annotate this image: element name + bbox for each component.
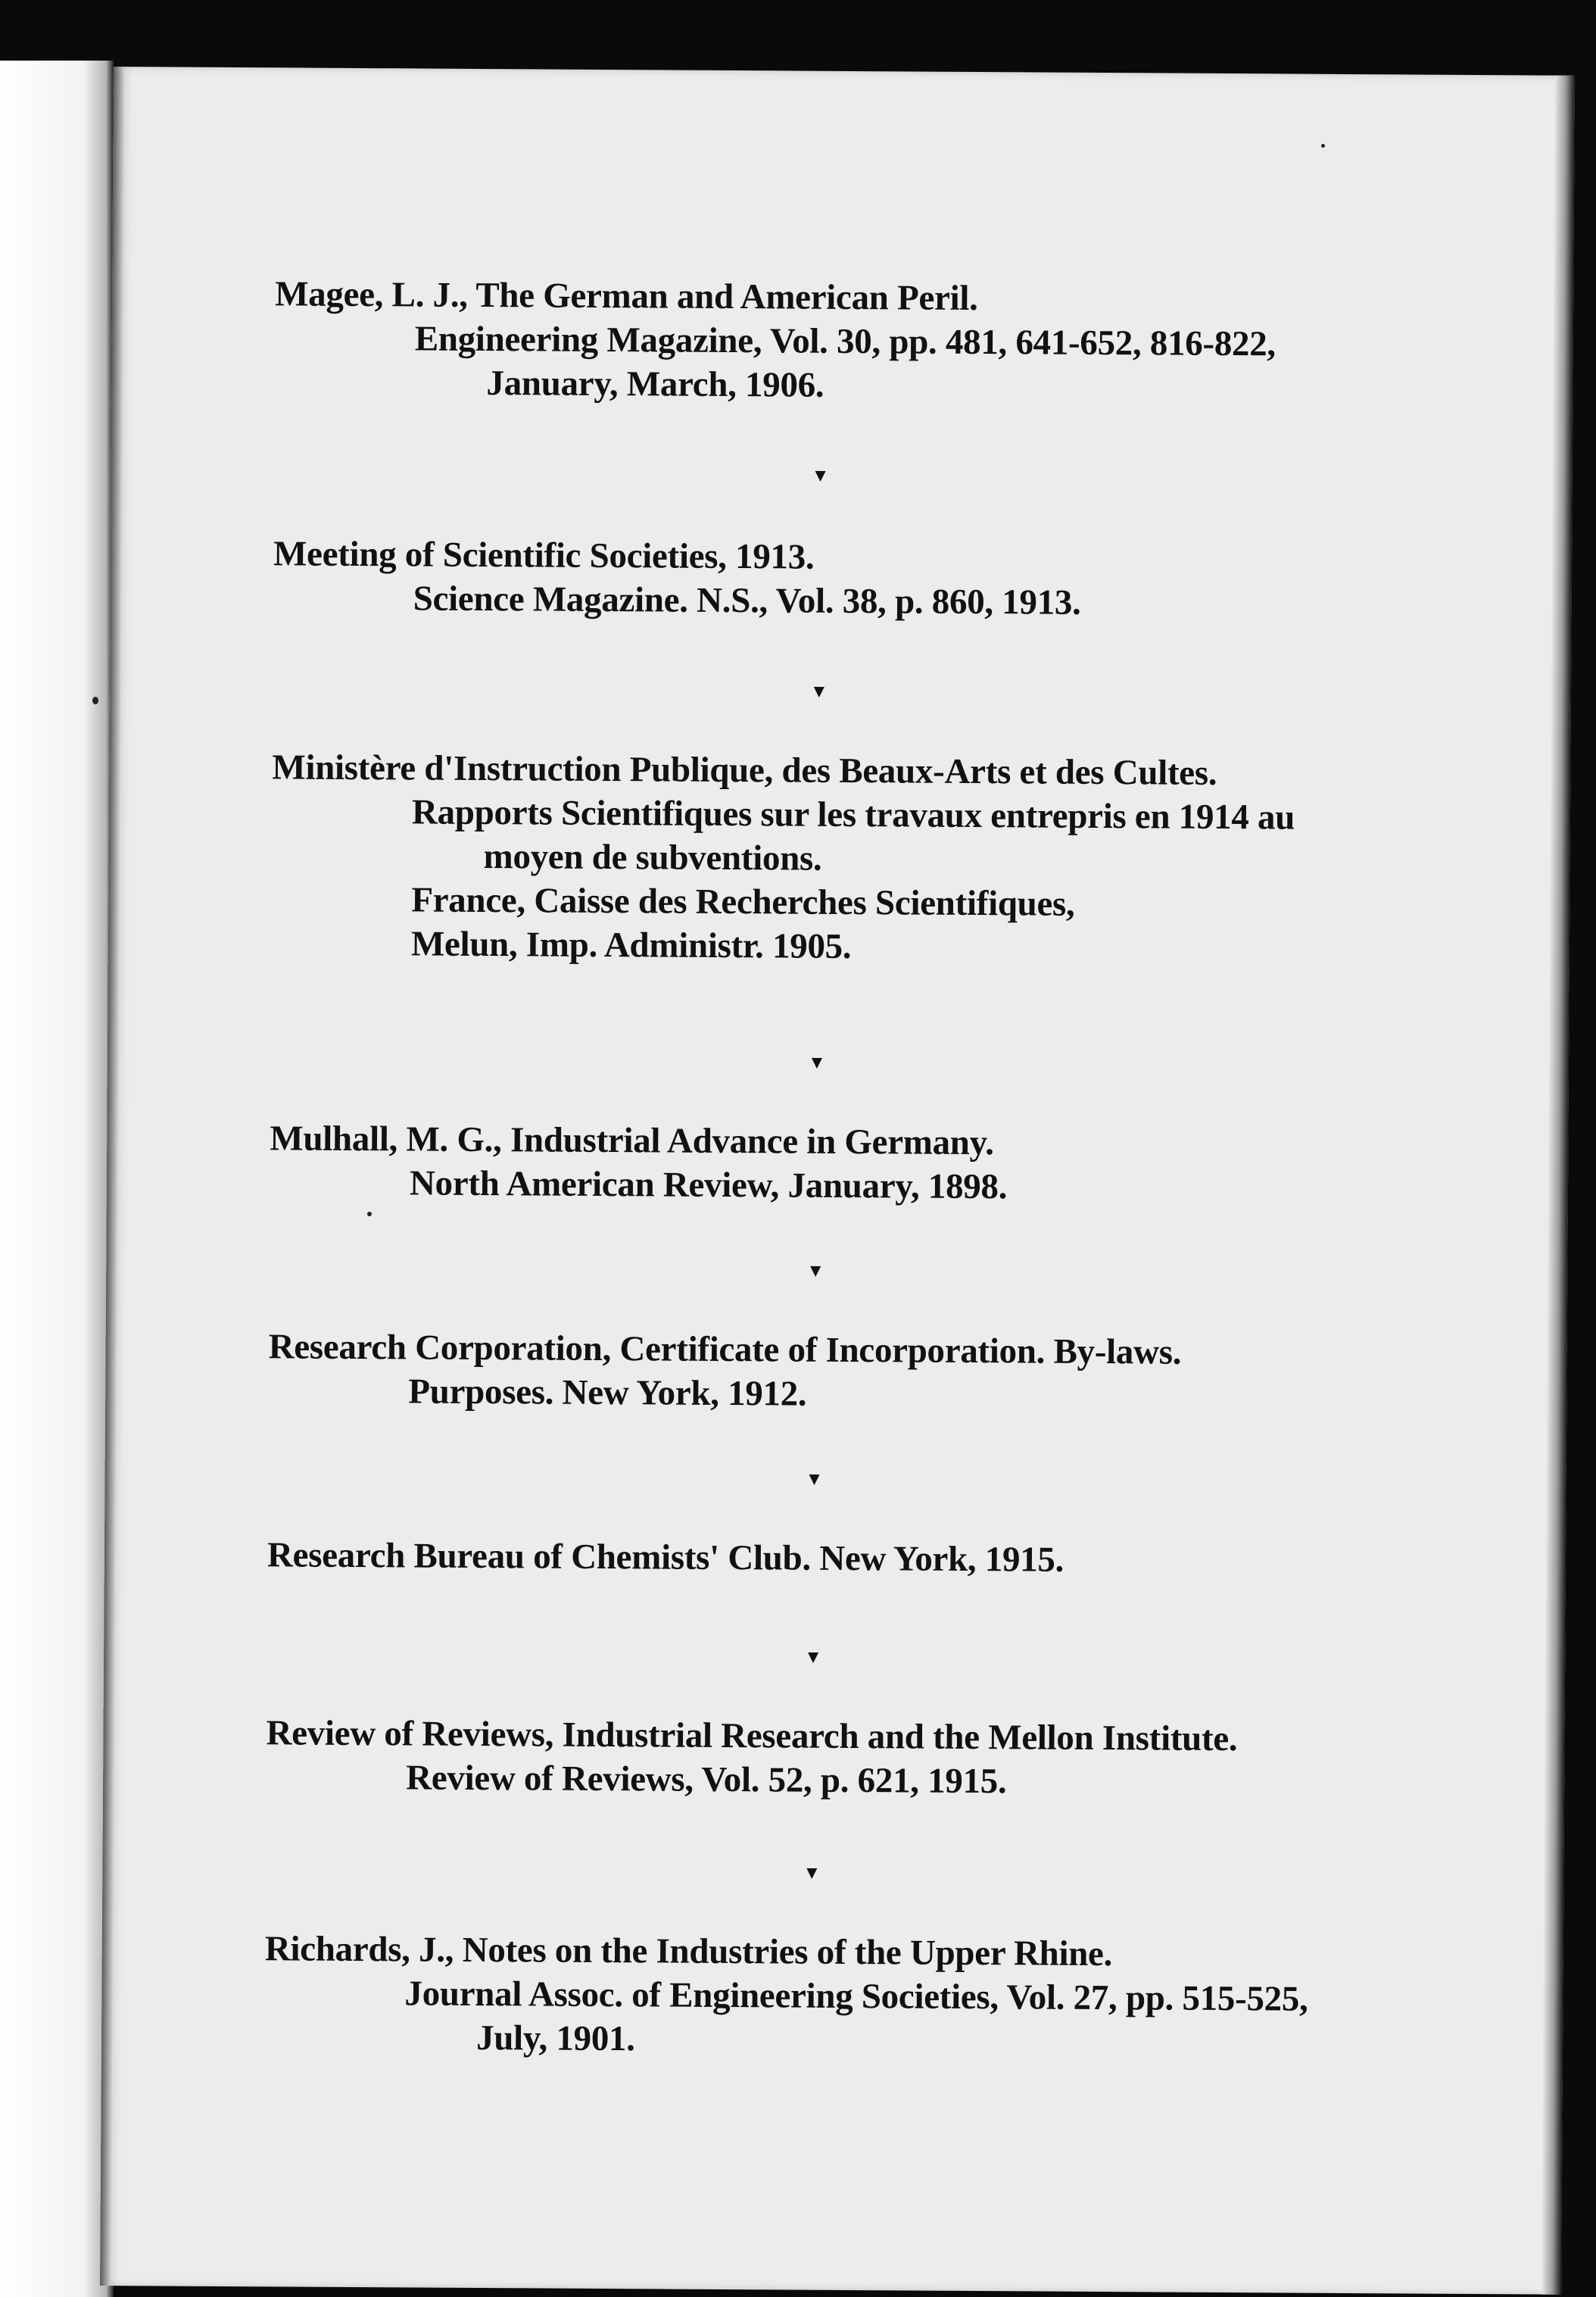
separator-marker: ▼ <box>809 682 828 702</box>
bibliography-entry-ministere <box>108 744 1548 973</box>
entry-author-title: Research Corporation, Certificate of Incorporation. By-laws. <box>268 1327 1182 1372</box>
separator-marker: ▼ <box>804 1647 823 1668</box>
entry-source: Science Magazine. N.S., Vol. 38, p. 860, 1913. <box>413 579 1081 623</box>
bibliography-entry-meeting <box>111 531 1550 628</box>
entry-source-continued: January, March, 1906. <box>486 364 824 405</box>
entry-source: Journal Assoc. of Engineering Societies, Vol. 27, pp. 515-525, <box>404 1974 1308 2019</box>
entry-author-title: Ministère d'Instruction Publique, des Beaux-Arts et des Cultes. <box>272 747 1217 793</box>
bibliography-entry-mulhall <box>107 1116 1546 1212</box>
entry-author-title: Meeting of Scientific Societies, 1913. <box>273 534 815 577</box>
entry-author-title: Magee, L. J., The German and American Peril. <box>275 274 978 318</box>
scan-speck <box>92 697 98 704</box>
entry-source-continued: July, 1901. <box>475 2018 635 2059</box>
entry-publisher: France, Caisse des Recherches Scientifiques, <box>411 880 1075 924</box>
bibliography-entry-richards <box>101 1926 1541 2067</box>
bibliography-entry-research-corporation <box>105 1324 1545 1421</box>
scan-speck <box>1321 144 1325 148</box>
scan-speck <box>367 1212 372 1216</box>
entry-source: Rapports Scientifiques sur les travaux entrepris en 1914 au <box>411 792 1295 838</box>
separator-marker: ▼ <box>803 1863 821 1883</box>
bibliography-entry-research-bureau <box>104 1532 1543 1585</box>
entry-author-title: Review of Reviews, Industrial Research and the Mellon Institute. <box>266 1713 1238 1759</box>
entry-source: North American Review, January, 1898. <box>409 1163 1008 1207</box>
entry-source: Review of Reviews, Vol. 52, p. 621, 1915. <box>406 1758 1007 1802</box>
separator-marker: ▼ <box>806 1261 825 1281</box>
separator-marker: ▼ <box>811 466 830 486</box>
separator-marker: ▼ <box>805 1469 824 1490</box>
entry-author-title: Mulhall, M. G., Industrial Advance in Germany. <box>270 1119 994 1163</box>
bibliography-entry-review-of-reviews <box>103 1710 1542 1807</box>
entry-source: Engineering Magazine, Vol. 30, pp. 481, 641-652, 816-822, <box>414 319 1276 364</box>
document-page <box>100 67 1575 2295</box>
entry-author-title: Richards, J., Notes on the Industries of the Upper Rhine. <box>264 1929 1113 1974</box>
entry-source-continued: moyen de subventions. <box>483 837 822 879</box>
bibliography-entry-magee <box>111 271 1551 412</box>
scan-margin-strip <box>0 61 114 2297</box>
separator-marker: ▼ <box>807 1053 826 1073</box>
entry-source: Purposes. New York, 1912. <box>408 1372 807 1414</box>
entry-publisher-continued: Melun, Imp. Administr. 1905. <box>410 924 852 966</box>
bibliography-list <box>114 67 1575 2059</box>
entry-author-title: Research Bureau of Chemists' Club. New York, 1915. <box>267 1535 1065 1580</box>
